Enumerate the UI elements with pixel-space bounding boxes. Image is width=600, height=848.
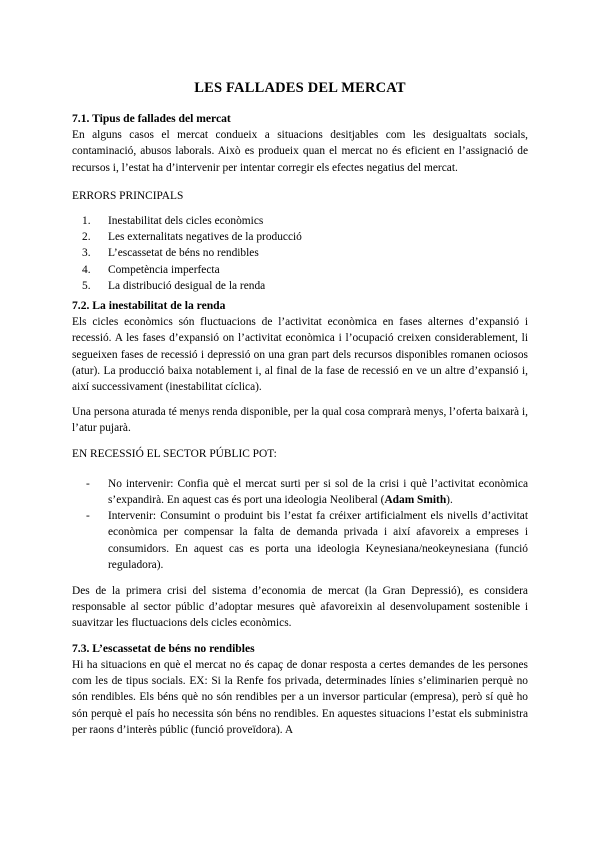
section-heading-7-2: 7.2. La inestabilitat de la renda	[72, 299, 226, 313]
list-item: 1. Inestabilitat dels cicles econòmics	[82, 215, 264, 228]
list-item: 3. L’escassetat de béns no rendibles	[82, 247, 259, 260]
errors-heading: ERRORS PRINCIPALS	[72, 189, 184, 202]
section-heading-7-1: 7.1. Tipus de fallades del mercat	[72, 112, 231, 125]
errors-list	[72, 213, 528, 294]
document-body	[72, 111, 528, 738]
paragraph: En alguns casos el mercat condueix a situacions desitjables com les desigualtats socials, contaminació, abusos laborals. Això es produeix quan el mercat no és eficient en l’assignació de recursos i, l’estat ha d’intervenir per intentar corregir els efectes negatius del mercat.	[72, 129, 528, 174]
section-heading-7-3: 7.3. L’escassetat de béns no rendibles	[72, 641, 255, 655]
paragraph: Des de la primera crisi del sistema d’economia de mercat (la Gran Depressió), es considera responsable al sector públic d’adoptar mesures què afavoreixin al desenvolupament sostenible i suavitzar les fluctuacions dels cicles econòmics.	[72, 585, 528, 630]
paragraph: Una persona aturada té menys renda disponible, per la qual cosa comprarà menys, l’oferta baixarà i, l’atur pujarà.	[72, 406, 528, 435]
bold-name: Adam Smith	[384, 494, 447, 507]
list-item: 4. Competència imperfecta	[82, 263, 220, 276]
paragraph: Hi ha situacions en què el mercat no és capaç de donar resposta a certes demandes de les persones com les de tipus socials. EX: Si la Renfe fos privada, determinades línies s’eliminarien perquè no són rendibles. Els béns què no són rendibles per a un inversor particular (empresa), però sí què ho són perquè el país ho necessita són béns no rendibles. En aquestes situacions l’estat els subministra per raons d’interès públic (funció proveïdora). A	[72, 658, 528, 736]
list-item: 5. La distribució desigual de la renda	[82, 279, 266, 292]
list-item: - No intervenir: Confia què el mercat surti per si sol de la crisi i què l’activitat econòmica s’expandirà. En aquest cas és port una ideologia Neoliberal (Adam Smith).	[86, 477, 528, 507]
list-item: - Intervenir: Consumint o produint bis l’estat fa créixer artificialment els nivells d’activitat econòmica per compensar la falta de demanda privada i així afavoreix a empreses i consumidors. En aquest cas es porta una ideologia Keynesiana/neokeynesiana (funció reguladora).	[86, 510, 528, 571]
recession-heading: EN RECESSIÓ EL SECTOR PÚBLIC POT:	[72, 447, 277, 460]
document-title: LES FALLADES DEL MERCAT	[194, 80, 406, 96]
paragraph: Els cicles econòmics són fluctuacions de l’activitat econòmica en fases alternes d’expansió i recessió. A les fases d’expansió on l’activitat econòmica i l’ocupació creixen considerablement, li segueixen fases de recessió i depressió on una gran part dels recursos disponibles romanen ociosos (atur). La producció baixa notablement i, al final de la fase de recessió en ve un altre d’expansió i, així successivament (inestabilitat cíclica).	[72, 316, 528, 394]
list-item: 2. Les externalitats negatives de la producció	[82, 231, 302, 244]
options-list	[72, 476, 528, 573]
